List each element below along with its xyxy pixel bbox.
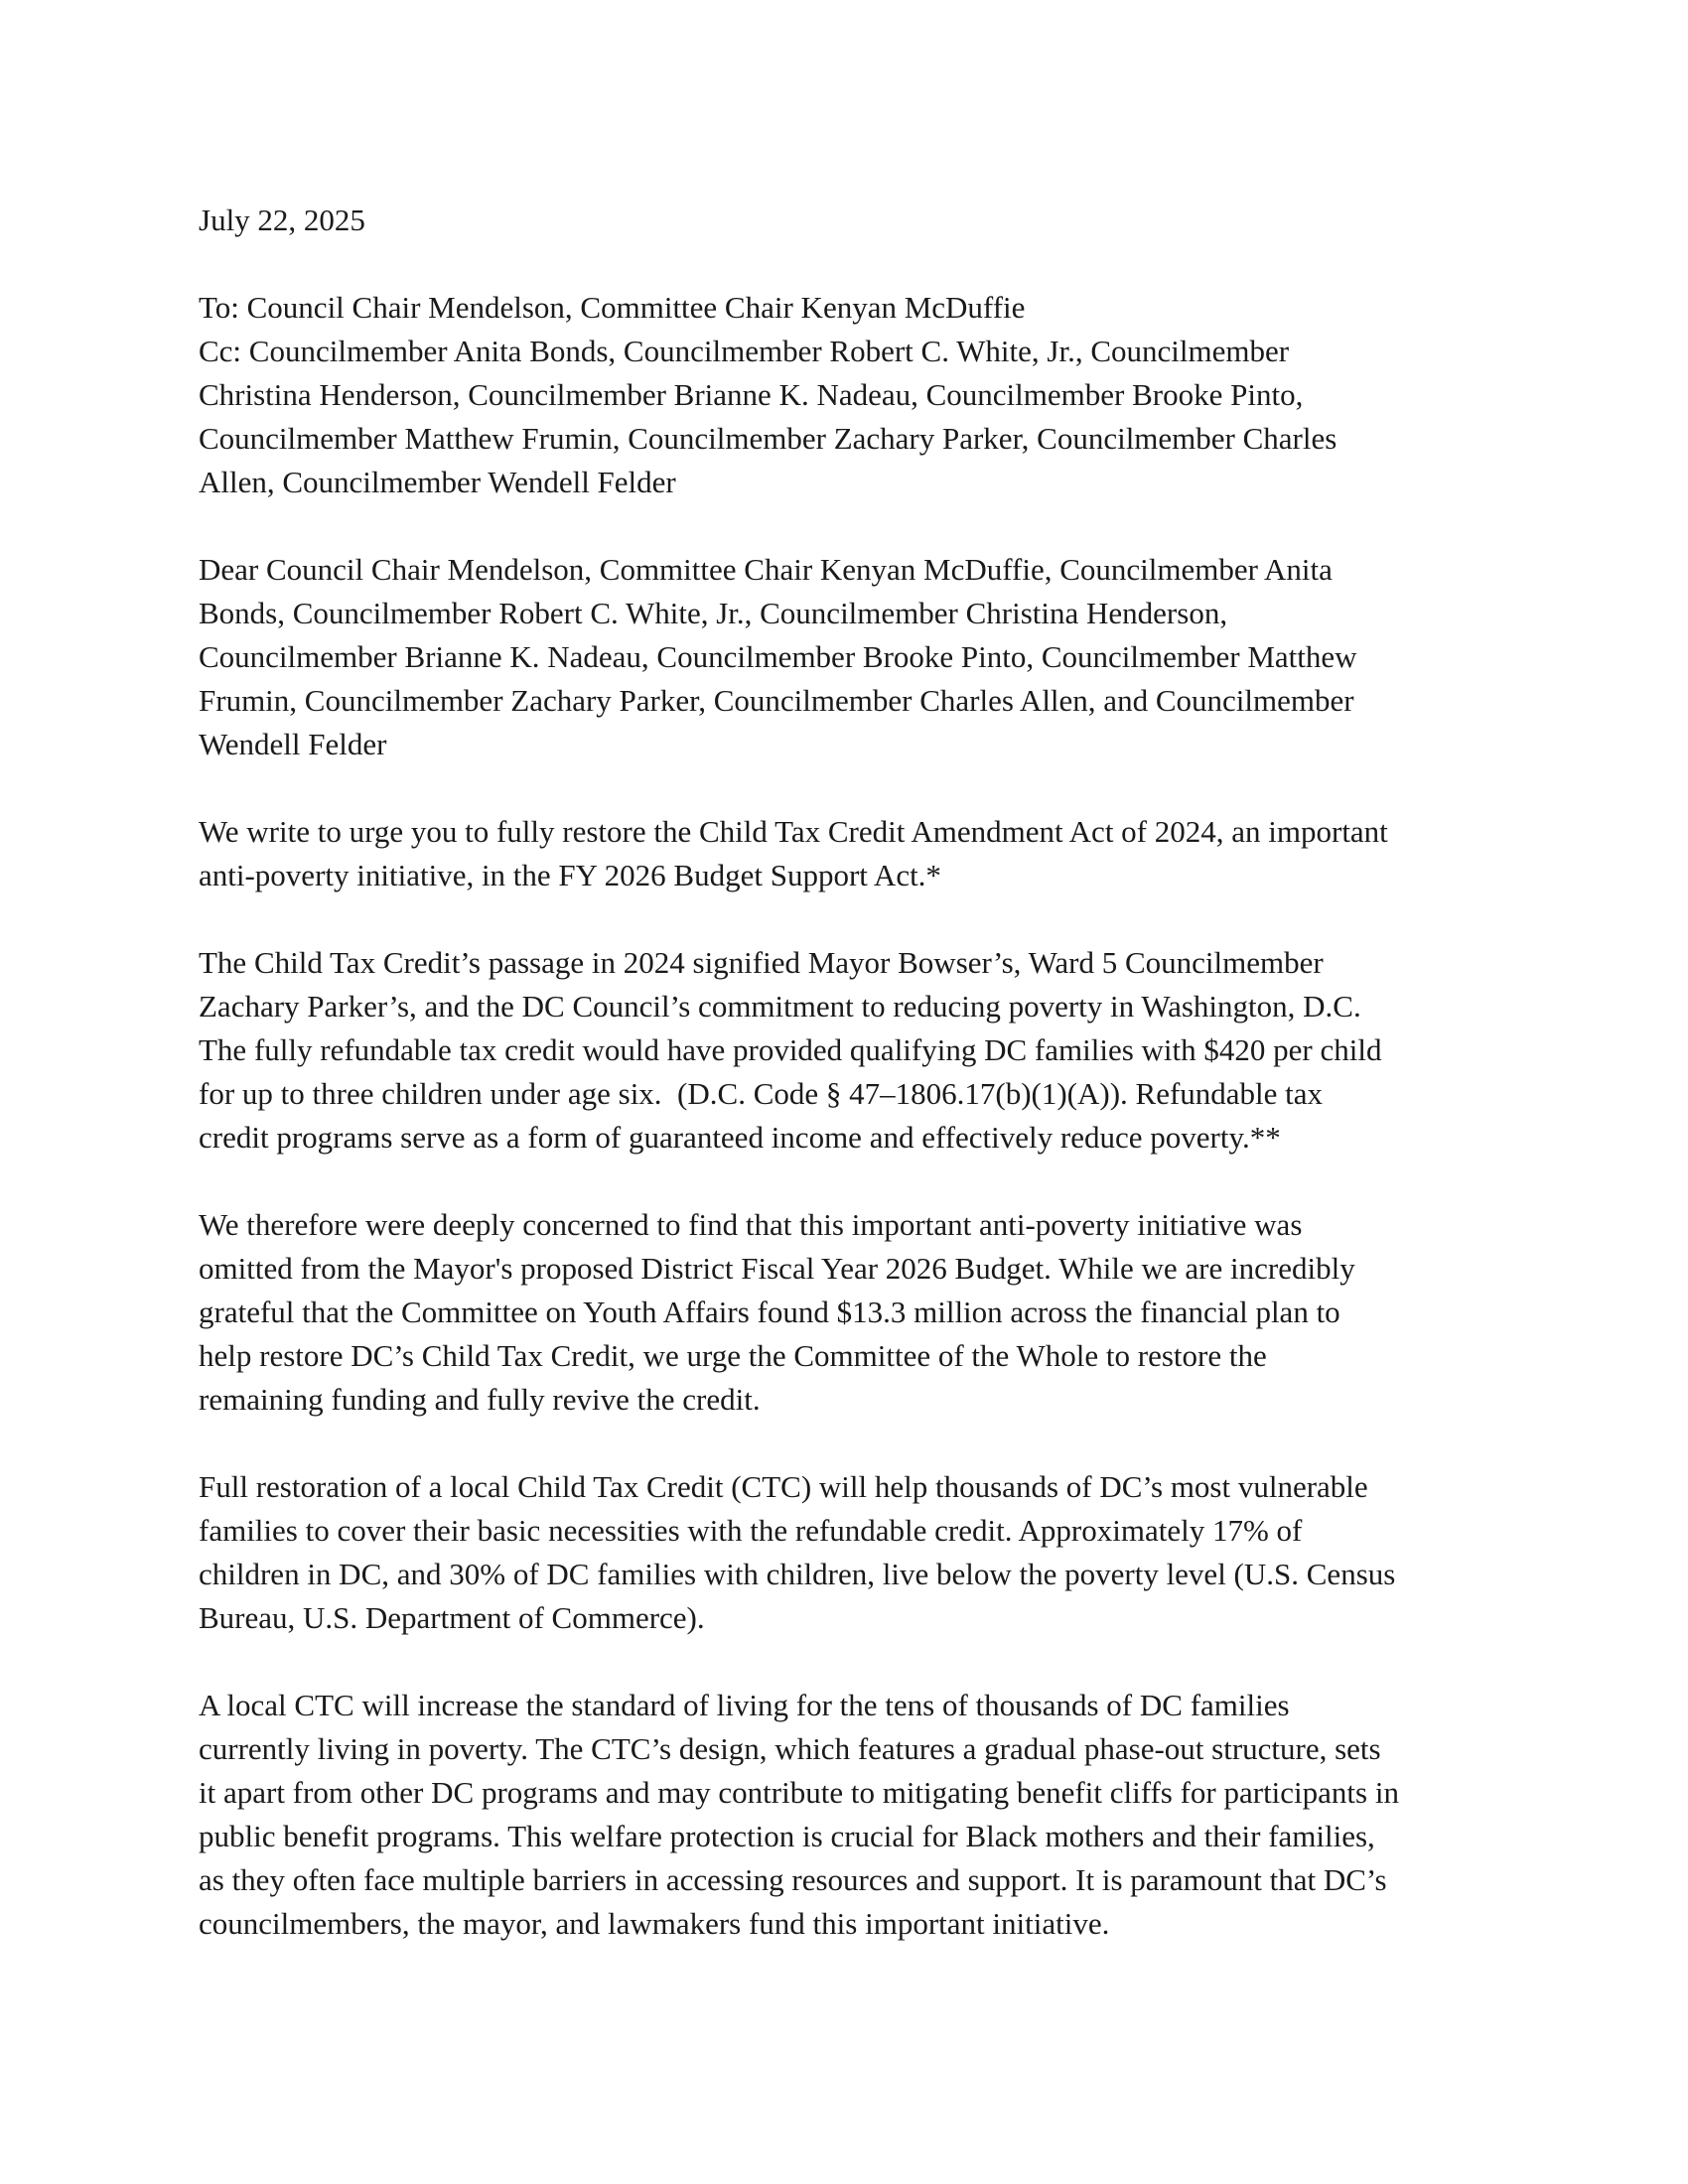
cc-line: Cc: Councilmember Anita Bonds, Councilmember Robert C. White, Jr., Councilmember: [199, 334, 1290, 368]
letter-body: [199, 199, 1499, 1989]
salutation-line: Bonds, Councilmember Robert C. White, Jr., Councilmember Christina Henderson,: [199, 596, 1228, 630]
paragraph-line: We therefore were deeply concerned to find that this important anti-poverty initiative was: [199, 1207, 1303, 1242]
salutation-line: Dear Council Chair Mendelson, Committee Chair Kenyan McDuffie, Councilmember Anita: [199, 552, 1333, 587]
paragraph-standard-of-living: [199, 1684, 1499, 1946]
to-line: To: Council Chair Mendelson, Committee Chair Kenyan McDuffie: [199, 290, 1026, 325]
paragraph-line: councilmembers, the mayor, and lawmakers fund this important initiative.: [199, 1906, 1110, 1941]
cc-line: Councilmember Matthew Frumin, Councilmember Zachary Parker, Councilmember Charles: [199, 421, 1337, 456]
paragraph-line: Zachary Parker’s, and the DC Council’s commitment to reducing poverty in Washington, D.C.: [199, 989, 1361, 1024]
paragraph-line: The fully refundable tax credit would have provided qualifying DC families with $420 per child: [199, 1032, 1382, 1067]
paragraph-line: children in DC, and 30% of DC families with children, live below the poverty level (U.S. Census: [199, 1557, 1396, 1591]
paragraph-line: Bureau, U.S. Department of Commerce).: [199, 1600, 705, 1635]
paragraph-line: currently living in poverty. The CTC’s design, which features a gradual phase-out structure, sets: [199, 1731, 1381, 1766]
paragraph-line: A local CTC will increase the standard of living for the tens of thousands of DC families: [199, 1688, 1290, 1722]
paragraph-line: We write to urge you to fully restore the Child Tax Credit Amendment Act of 2024, an important: [199, 814, 1388, 849]
salutation-line: Wendell Felder: [199, 727, 387, 761]
salutation-line: Councilmember Brianne K. Nadeau, Councilmember Brooke Pinto, Councilmember Matthew: [199, 639, 1357, 674]
paragraph-line: The Child Tax Credit’s passage in 2024 signified Mayor Bowser’s, Ward 5 Councilmember: [199, 945, 1324, 980]
salutation-block: [199, 548, 1499, 766]
letter-date: [199, 199, 1499, 242]
paragraph-line: families to cover their basic necessities with the refundable credit. Approximately 17% of: [199, 1513, 1303, 1548]
paragraph-line: omitted from the Mayor's proposed District Fiscal Year 2026 Budget. While we are incredibly: [199, 1251, 1355, 1286]
cc-line: Christina Henderson, Councilmember Brianne K. Nadeau, Councilmember Brooke Pinto,: [199, 377, 1304, 412]
paragraph-urge: [199, 810, 1499, 897]
paragraph-line: as they often face multiple barriers in accessing resources and support. It is paramount that DC’s: [199, 1862, 1387, 1897]
paragraph-line: Full restoration of a local Child Tax Credit (CTC) will help thousands of DC’s most vulnerable: [199, 1469, 1368, 1504]
paragraph-line: help restore DC’s Child Tax Credit, we urge the Committee of the Whole to restore the: [199, 1338, 1267, 1373]
paragraph-line: credit programs serve as a form of guaranteed income and effectively reduce poverty.**: [199, 1120, 1281, 1155]
paragraph-concern: [199, 1203, 1499, 1422]
paragraph-line: it apart from other DC programs and may contribute to mitigating benefit cliffs for participants in: [199, 1775, 1399, 1810]
paragraph-line: grateful that the Committee on Youth Affairs found $13.3 million across the financial plan to: [199, 1295, 1340, 1329]
salutation-line: Frumin, Councilmember Zachary Parker, Councilmember Charles Allen, and Councilmember: [199, 683, 1354, 718]
paragraph-line: public benefit programs. This welfare protection is crucial for Black mothers and their families,: [199, 1819, 1375, 1853]
date-line: July 22, 2025: [199, 203, 365, 237]
paragraph-line: remaining funding and fully revive the credit.: [199, 1382, 761, 1417]
cc-line: Allen, Councilmember Wendell Felder: [199, 465, 676, 499]
paragraph-ctc-passage: [199, 941, 1499, 1160]
paragraph-line: anti-poverty initiative, in the FY 2026 Budget Support Act.*: [199, 858, 941, 892]
paragraph-line: for up to three children under age six. (D.C. Code § 47–1806.17(b)(1)(A)). Refundable tax: [199, 1076, 1324, 1111]
recipients-block: [199, 286, 1499, 504]
paragraph-restoration: [199, 1465, 1499, 1640]
